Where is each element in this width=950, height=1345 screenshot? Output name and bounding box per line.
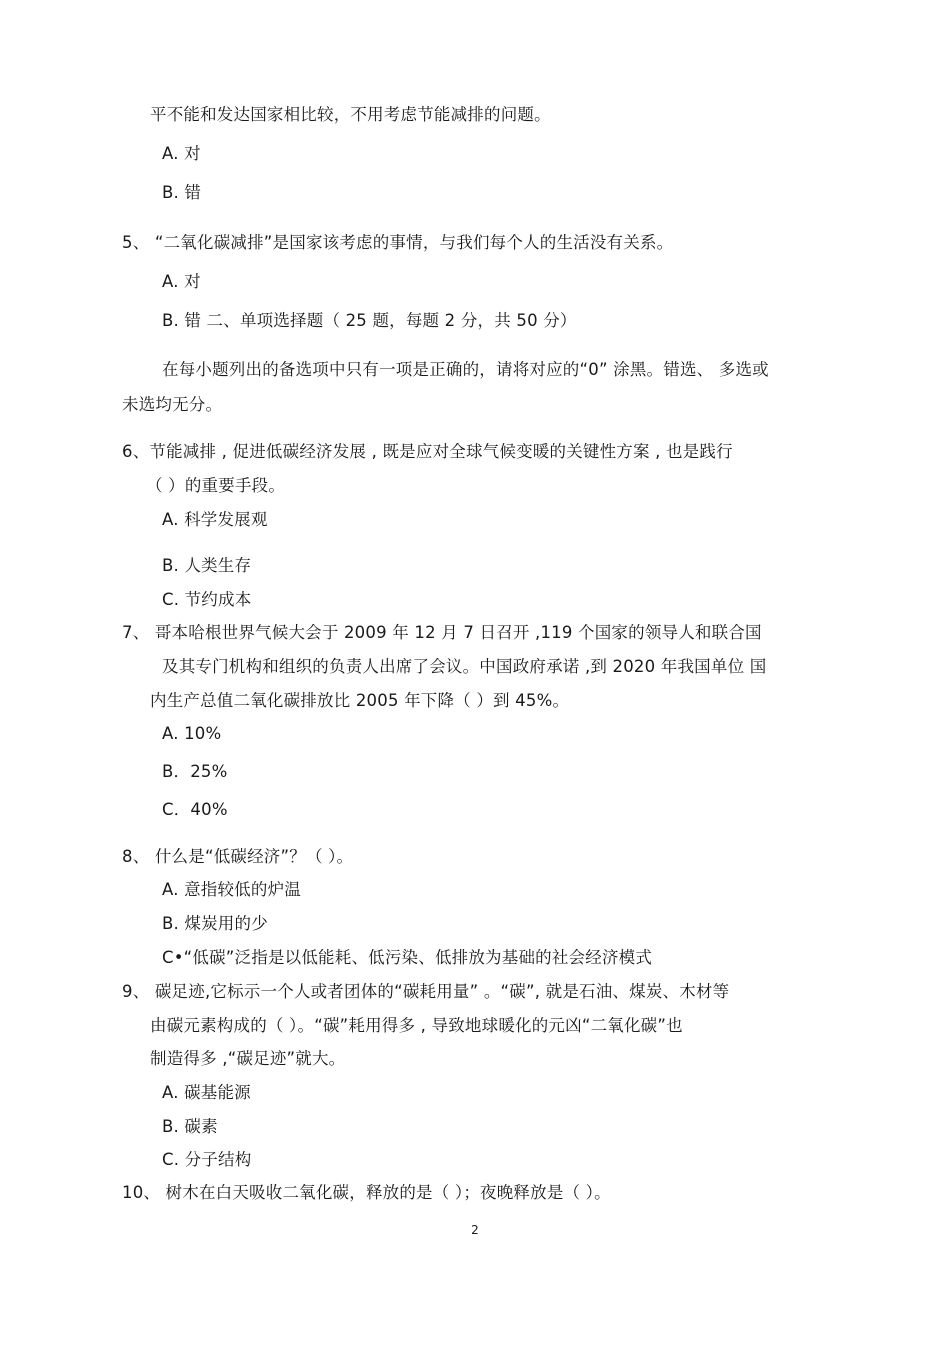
question-7-cont: 及其专门机构和组织的负责人出席了会议。中国政府承诺 ,到 2020 年我国单位 国 (162, 657, 767, 676)
option-a: A. 意指较低的炉温 (162, 880, 301, 899)
option-a: A. 对 (162, 272, 201, 291)
question-9-cont: 制造得多 ,“碳足迹”就大。 (150, 1049, 346, 1068)
option-a: A. 10% (162, 724, 222, 743)
question-10: 10、 树木在白天吸收二氧化碳，释放的是（ ）；夜晚释放是（ ）。 (122, 1183, 611, 1202)
question-5: 5、 “二氧化碳减排”是国家该考虑的事情，与我们每个人的生活没有关系。 (122, 233, 674, 252)
option-b: B. 煤炭用的少 (162, 914, 268, 933)
question-6: 6、节能减排 , 促进低碳经济发展 , 既是应对全球气候变暖的关键性方案 , 也是践行 (122, 442, 733, 461)
option-b: B. 错 (162, 183, 202, 202)
instructions-line-1: 在每小题列出的备选项中只有一项是正确的，请将对应的“0” 涂黑。错选、 多选或 (162, 360, 769, 379)
option-b: B. 人类生存 (162, 556, 252, 575)
option-a: A. 碳基能源 (162, 1083, 251, 1102)
question-8: 8、 什么是“低碳经济”？（ ）。 (122, 847, 354, 866)
question-7: 7、 哥本哈根世界气候大会于 2009 年 12 月 7 日召开 ,119 个国家的领导人和联合国 (122, 623, 762, 642)
option-a: A. 对 (162, 144, 201, 163)
question-7-cont: 内生产总值二氧化碳排放比 2005 年下降（ ）到 45%。 (150, 691, 570, 710)
option-b: B. 碳素 (162, 1117, 218, 1136)
option-c: C. 分子结构 (162, 1150, 252, 1169)
option-a: A. 科学发展观 (162, 510, 268, 529)
option-c: C•“低碳”泛指是以低能耗、低污染、低排放为基础的社会经济模式 (162, 948, 653, 967)
question-9: 9、 碳足迹,它标示一个人或者团体的“碳耗用量” 。“碳”, 就是石油、煤炭、木材等 (122, 982, 730, 1001)
option-c: C. 节约成本 (162, 590, 252, 609)
page-number: 2 (471, 1223, 479, 1237)
instructions-line-2: 未选均无分。 (122, 395, 223, 414)
text-line: 平不能和发达国家相比较，不用考虑节能减排的问题。 (150, 105, 551, 124)
option-c: C．40% (162, 800, 228, 819)
question-9-cont: 由碳元素构成的（ ）。“碳”耗用得多 , 导致地球暖化的元凶“二氧化碳”也 (150, 1016, 683, 1035)
option-b-section-heading: B. 错 二、单项选择题（ 25 题，每题 2 分，共 50 分） (162, 311, 577, 330)
question-6-cont: （ ）的重要手段。 (146, 476, 286, 495)
option-b: B．25% (162, 762, 228, 781)
